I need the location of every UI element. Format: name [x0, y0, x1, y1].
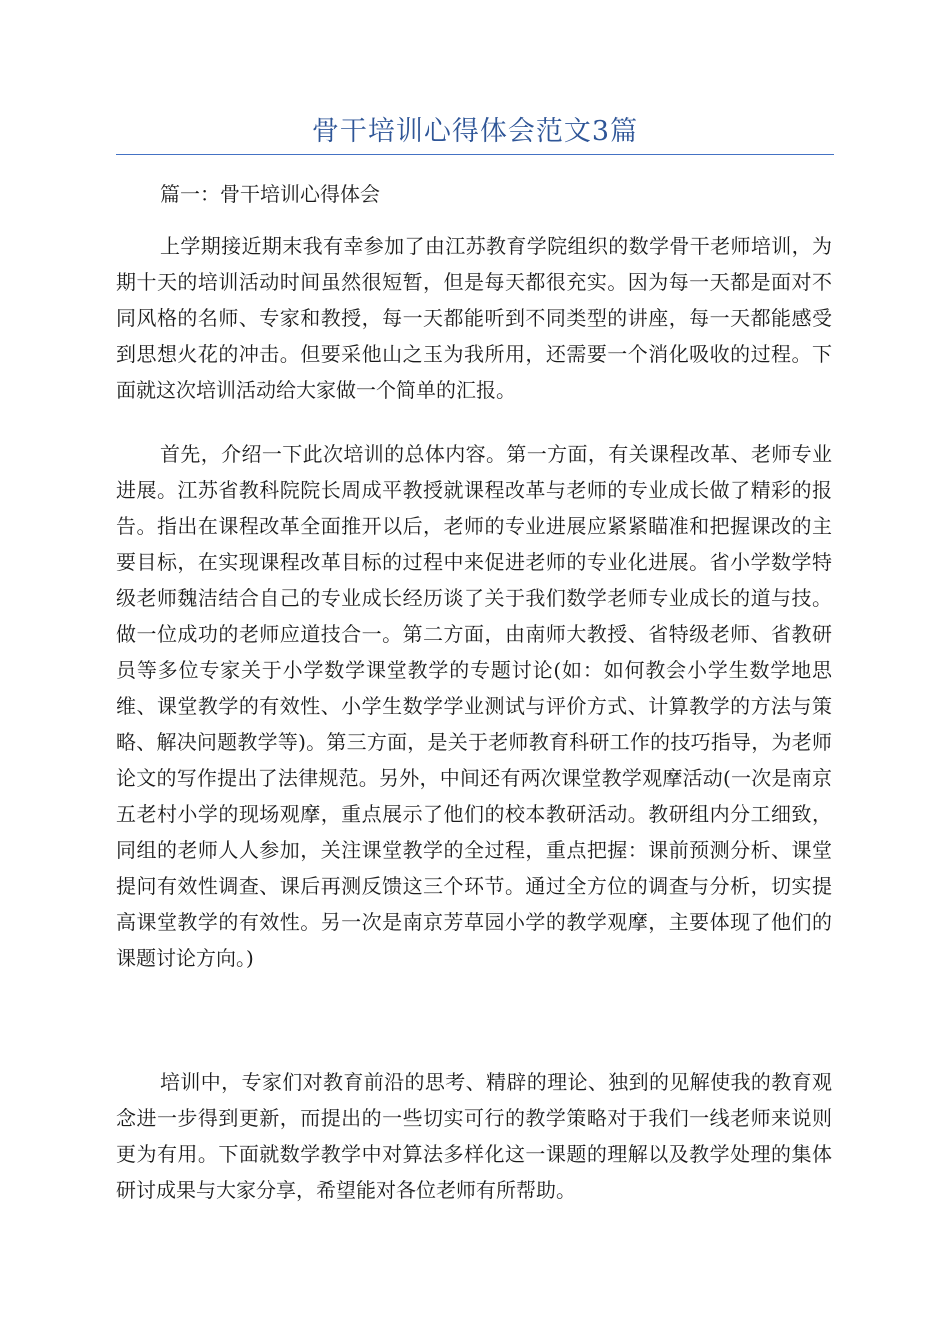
paragraph-1: 上学期接近期末我有幸参加了由江苏教育学院组织的数学骨干老师培训，为期十天的培训活动时间虽然很短暂，但是每天都很充实。因为每一天都是面对不同风格的名师、专家和教授，每一天都能听到不同类型的讲座，每一天都能感受到思想火花的冲击。但要采他山之玉为我所用，还需要一个消化吸收的过程。下面就这次培训活动给大家做一个简单的汇报。 — [116, 234, 832, 402]
paragraph-2: 首先，介绍一下此次培训的总体内容。第一方面，有关课程改革、老师专业进展。江苏省教科院院长周成平教授就课程改革与老师的专业成长做了精彩的报告。指出在课程改革全面推开以后，老师的专业进展应紧紧瞄准和把握课改的主要目标，在实现课程改革目标的过程中来促进老师的专业化进展。省小学数学特级老师魏洁结合自己的专业成长经历谈了关于我们数学老师专业成长的道与技。做一位成功的老师应道技合一。第二方面，由南师大教授、省特级老师、省教研员等多位专家关于小学数学课堂教学的专题讨论(如：如何教会小学生数学地思维、课堂教学的有效性、小学生数学学业测试与评价方式、计算教学的方法与策略、解决问题教学等)。第三方面，是关于老师教育科研工作的技巧指导，为老师论文的写作提出了法律规范。另外，中间还有两次课堂教学观摩活动(一次是南京五老村小学的现场观摩，重点展示了他们的校本教研活动。教研组内分工细致，同组的老师人人参加，关注课堂教学的全过程，重点把握：课前预测分析、课堂提问有效性调查、课后再测反馈这三个环节。通过全方位的调查与分析，切实提高课堂教学的有效性。另一次是南京芳草园小学的教学观摩，主要体现了他们的课题讨论方向。) — [116, 442, 832, 970]
section-heading: 篇一：骨干培训心得体会 — [160, 182, 380, 206]
paragraph-3: 培训中，专家们对教育前沿的思考、精辟的理论、独到的见解使我的教育观念进一步得到更新，而提出的一些切实可行的教学策略对于我们一线老师来说则更为有用。下面就数学教学中对算法多样化这一课题的理解以及教学处理的集体研讨成果与大家分享，希望能对各位老师有所帮助。 — [116, 1070, 832, 1202]
title-underline-rule — [116, 154, 834, 155]
document-title: 骨干培训心得体会范文3篇 — [311, 116, 639, 147]
